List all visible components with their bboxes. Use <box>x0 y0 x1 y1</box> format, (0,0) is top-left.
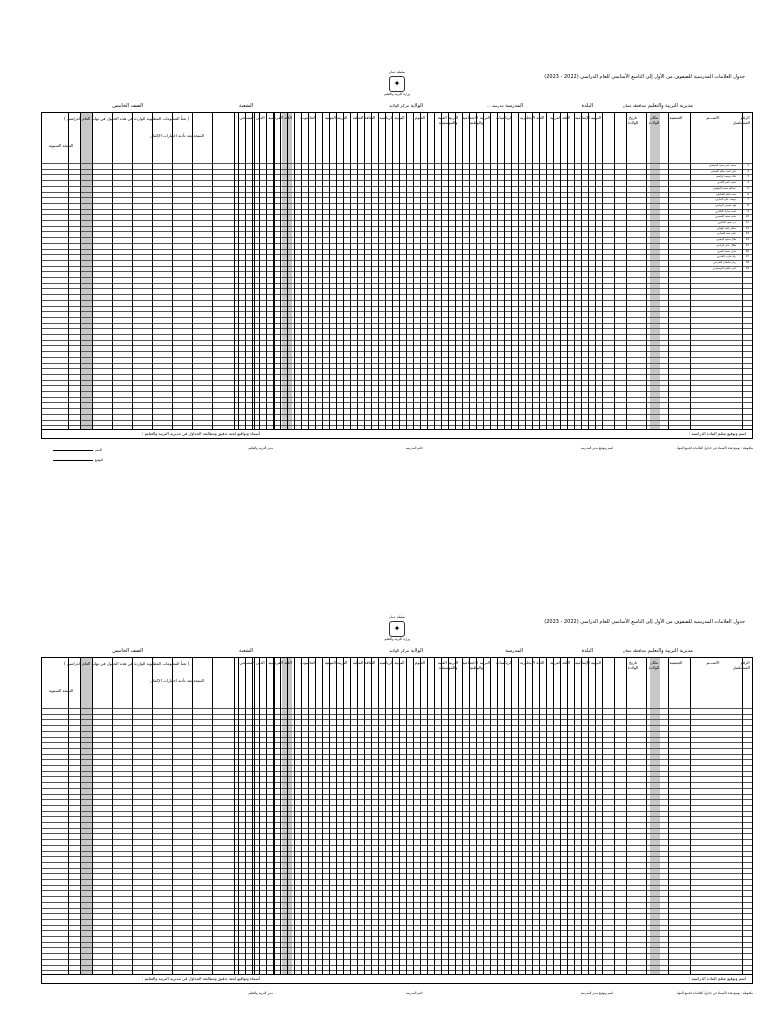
director-block: مدير التربية والتعليم <box>248 991 273 995</box>
table-col-line <box>152 113 153 429</box>
table-col-line <box>294 113 295 429</box>
table-col-line <box>490 658 491 974</box>
subject-header: العلوم <box>414 660 426 665</box>
signature-line: التوقيع <box>51 458 103 462</box>
table-col-line <box>234 658 235 974</box>
grade-label-2: الصف الخامس <box>112 648 143 654</box>
student-name: مازن جمعة العبري <box>716 249 736 253</box>
table-col-line <box>560 658 561 974</box>
table-note: ( تعبأ المعلومات المطلوبة الواردة في هذه الحقول في نهاية العام الدراسي ) <box>64 116 190 121</box>
table-col-line <box>427 658 428 974</box>
table-note: ( تعبأ المعلومات المطلوبة الواردة في هذه الحقول في نهاية العام الدراسي ) <box>64 661 190 666</box>
col-name: الاســـم <box>706 115 720 120</box>
table-col-line <box>434 658 435 974</box>
table-col-line <box>378 658 379 974</box>
subject-header: اللغة الإنجليزية <box>519 660 545 665</box>
subject-header: التربية الرياضية <box>379 660 405 665</box>
annual-result: النتيجة السنوية <box>48 143 74 148</box>
signature-row <box>41 430 753 439</box>
subject-header: الدين المسيحي <box>239 115 265 120</box>
student-name: هلال سعود الوهيبي <box>716 238 736 242</box>
table-col-line <box>518 658 519 974</box>
table-col-line <box>92 658 93 974</box>
table-col-line <box>322 658 323 974</box>
table-col-line <box>497 658 498 974</box>
table-col-line <box>614 113 615 429</box>
table-col-line <box>336 113 337 429</box>
student-name: يوسف علي الحارثي <box>715 198 736 202</box>
table-col-line <box>518 113 519 429</box>
school-label-2: المدرسة <box>505 648 523 654</box>
table-col-line <box>462 113 463 429</box>
table-col-line <box>455 113 456 429</box>
table-col-line <box>152 658 153 974</box>
table-col-line <box>371 113 372 429</box>
subject-header: اللغة العربية <box>550 115 570 120</box>
table-col-line <box>553 658 554 974</box>
table-col-line <box>378 113 379 429</box>
table-col-line <box>399 658 400 974</box>
table-col-line <box>68 113 69 429</box>
footer-note: ملحوظة : توضع هذه الأسماء في جداول العلامات لجميع المواد <box>676 991 753 995</box>
subject-header: التربية الاجتماعية والوطنية <box>462 660 490 670</box>
table-col-line <box>364 113 365 429</box>
crest-icon: ✦ <box>389 621 405 637</box>
table-col-line <box>690 658 691 974</box>
table-col-line <box>245 658 246 974</box>
student-name: محمد عمر سعيد المعشني <box>709 164 736 167</box>
table-col-line <box>329 658 330 974</box>
table-col-line <box>448 113 449 429</box>
student-name: طلال عامر الريامي <box>716 243 736 247</box>
subject-header: الثقافة المالية <box>352 660 376 665</box>
principal-block: اسم وتوقيع مدير المدرسة <box>580 991 613 995</box>
table-col-line <box>476 113 477 429</box>
col-birthdate: تاريخ الولادة <box>627 115 639 125</box>
table-col-line <box>364 658 365 974</box>
signature-row-2 <box>41 975 753 984</box>
table-col-line <box>112 658 113 974</box>
student-name: زياد حارب الجابري <box>716 255 736 259</box>
table-col-line <box>690 113 691 429</box>
table-col-line <box>602 113 603 429</box>
student-name: سالم راشد الهنائي <box>716 226 736 230</box>
table-col-line <box>287 658 288 974</box>
emblem-ministry: وزارة التربية والتعليم <box>384 92 410 96</box>
student-serial: 10 <box>745 215 749 219</box>
subject-header: التربية الفنية والموسيقية <box>437 660 459 670</box>
table-col-line <box>469 658 470 974</box>
teacher-signature: اسم وتوقيع معلم المادة الدراسية : <box>688 976 746 981</box>
table-col-line <box>212 113 213 429</box>
branch-label: الشعبة <box>239 103 253 109</box>
table-col-line <box>588 113 589 429</box>
crest-icon: ✦ <box>389 76 405 92</box>
student-serial: 11 <box>745 221 749 224</box>
principal-block: اسم وتوقيع مدير المدرسة <box>580 446 613 450</box>
table-col-line <box>350 113 351 429</box>
school-label: المدرسة مدرسة ... <box>486 103 523 109</box>
table-col-line <box>588 658 589 974</box>
student-name: بدر حمود العامري <box>717 221 736 224</box>
table-col-line <box>274 113 275 429</box>
table-col-line <box>511 658 512 974</box>
table-col-line <box>336 658 337 974</box>
table-col-line <box>504 113 505 429</box>
table-col-line <box>254 658 255 974</box>
grades-table-2 <box>41 657 753 975</box>
subject-header: اللغة الفرنسية <box>268 660 292 665</box>
table-col-line <box>322 113 323 429</box>
table-col-line <box>462 658 463 974</box>
student-serial: 9 <box>747 209 749 213</box>
report-sheet-2 <box>41 615 753 1020</box>
table-col-line <box>259 658 260 974</box>
branch-label-2: الشعبة <box>239 648 253 654</box>
col-serial: الرقم المتسلسل <box>732 115 750 125</box>
table-col-line <box>357 658 358 974</box>
student-serial: 18 <box>745 260 749 264</box>
student-serial: 5 <box>747 186 749 190</box>
stamp-block: خاتم المدرسة <box>405 446 423 450</box>
table-col-line <box>441 658 442 974</box>
table-col-line <box>252 658 253 974</box>
col-serial: الرقم المتسلسل <box>732 660 750 670</box>
table-col-line <box>308 113 309 429</box>
student-serial: 3 <box>747 175 749 179</box>
table-col-line <box>406 658 407 974</box>
table-col-line <box>294 658 295 974</box>
table-col-line <box>646 658 647 974</box>
table-col-line <box>504 658 505 974</box>
table-col-line <box>238 113 239 429</box>
table-col-line <box>371 658 372 974</box>
ministry-emblem-2: سلطنة عمان ✦ وزارة التربية والتعليم <box>384 615 410 641</box>
student-name: عبدالله محمد البلوشي <box>713 186 736 190</box>
subject-header: الحاسوب <box>300 660 316 665</box>
subject-header: التربية المهنية <box>324 115 348 120</box>
table-col-line <box>266 113 267 429</box>
table-col-line <box>172 113 173 429</box>
student-name: حمد سالم الشكيلي <box>716 192 736 196</box>
table-col-line <box>602 658 603 974</box>
subject-header: اللغة العربية <box>550 660 570 665</box>
student-serial: 7 <box>747 198 749 202</box>
student-name: فهد خميس الرواحي <box>715 203 736 207</box>
reviewer-signature: أسماء وتواقيع لجنة تدقيق ومطابقة الجداول في مديرية التربية والتعليم : <box>142 431 260 436</box>
student-name: علي أحمد سالم الحسني <box>710 169 736 173</box>
table-col-line <box>742 658 743 974</box>
table-col-line <box>399 113 400 429</box>
student-name: ماجد سيف المعمري <box>715 215 736 219</box>
table-col-line <box>308 658 309 974</box>
page-title-2: جدول العلامات المدرسية للصفوف من الأول إلى التاسع الأساسي للعام الدراسي (2022 - 2023) <box>544 619 745 625</box>
footer-note: ملحوظة : توضع هذه الأسماء في جداول العلامات لجميع المواد <box>676 446 753 450</box>
student-name: أنس خلفان البوسعيدي <box>712 266 736 270</box>
table-col-line <box>511 113 512 429</box>
table-col-line <box>132 658 133 974</box>
subject-header: التربية الإسلامية <box>574 115 602 120</box>
table-col-line <box>192 658 193 974</box>
name-line: الاسم <box>51 448 102 452</box>
table-col-line <box>560 113 561 429</box>
student-name: ريان سليمان الفارسي <box>713 260 736 264</box>
table-col-line <box>132 113 133 429</box>
student-serial: 12 <box>745 226 749 230</box>
page-title: جدول العلامات المدرسية للصفوف من الأول إلى التاسع الأساسي للعام الدراسي (2022 - 2023) <box>544 74 745 80</box>
table-col-line <box>238 658 239 974</box>
table-col-line <box>315 658 316 974</box>
student-serial: 2 <box>747 169 749 173</box>
table-col-line <box>595 658 596 974</box>
student-serial: 8 <box>747 203 749 207</box>
table-col-line <box>287 113 288 429</box>
student-serial: 16 <box>745 249 749 253</box>
annual-result: النتيجة السنوية <box>48 688 74 693</box>
subject-header: العلوم <box>414 115 426 120</box>
directorate-label: مديرية التربية والتعليم محافظة عمان <box>622 103 693 109</box>
col-nationality: الجنسية <box>669 115 683 120</box>
wilayat-label-2: الولاية مركز الولاية <box>389 648 423 654</box>
table-col-line <box>455 658 456 974</box>
table-col-line <box>646 113 647 429</box>
table-col-line <box>92 113 93 429</box>
table-col-line <box>212 658 213 974</box>
table-col-line <box>476 658 477 974</box>
table-col-line <box>172 658 173 974</box>
report-sheet-1 <box>41 70 753 475</box>
table-col-line <box>626 658 627 974</box>
wilayat-label: الولاية مركز الولاية <box>389 103 423 109</box>
table-col-line <box>574 658 575 974</box>
table-col-line <box>483 113 484 429</box>
table-col-line <box>350 658 351 974</box>
subject-header: التربية الفنية والموسيقية <box>437 115 459 125</box>
table-col-line <box>448 658 449 974</box>
student-serial: 15 <box>745 243 749 247</box>
student-serial: 14 <box>745 238 749 242</box>
town-label: البلدة <box>581 103 593 109</box>
grade-label: الصف الخامس <box>112 103 143 109</box>
director-block: مدير التربية والتعليم <box>248 446 273 450</box>
grades-table <box>41 112 753 430</box>
table-col-line <box>553 113 554 429</box>
table-col-line <box>385 658 386 974</box>
table-col-line <box>420 113 421 429</box>
student-serial: 17 <box>745 255 749 259</box>
table-col-line <box>343 113 344 429</box>
col-birthplace: مكان الولادة <box>648 115 660 125</box>
table-col-line <box>742 113 743 429</box>
table-col-line <box>192 113 193 429</box>
table-col-line <box>274 658 275 974</box>
subject-header: اللغة الفرنسية <box>268 115 292 120</box>
table-col-line <box>567 113 568 429</box>
result-label: النتيجة بعد تأدية اختبارات الإكمال <box>149 678 205 683</box>
col-name: الاســـم <box>706 660 720 665</box>
table-col-line <box>497 113 498 429</box>
subject-header: التربية الإسلامية <box>574 660 602 665</box>
footer-signatures-2 <box>41 991 753 1021</box>
table-col-line <box>68 658 69 974</box>
table-col-line <box>392 113 393 429</box>
subject-header: الرياضيات <box>495 115 513 120</box>
table-col-line <box>392 658 393 974</box>
subject-header: الرياضيات <box>495 660 513 665</box>
student-name: أحمد مبارك الغافري <box>715 209 736 213</box>
table-col-line <box>301 658 302 974</box>
student-serial: 1 <box>747 164 749 167</box>
table-col-line <box>254 113 255 429</box>
subject-header: الثقافة المالية <box>352 115 376 120</box>
table-col-line <box>385 113 386 429</box>
table-col-line <box>525 658 526 974</box>
table-col-line <box>357 113 358 429</box>
subject-header: الحاسوب <box>300 115 316 120</box>
table-col-line <box>595 113 596 429</box>
table-col-line <box>546 658 547 974</box>
subject-header: التربية المهنية <box>324 660 348 665</box>
table-col-line <box>315 113 316 429</box>
student-serial: 6 <box>747 192 749 196</box>
table-col-line <box>301 113 302 429</box>
table-col-line <box>546 113 547 429</box>
table-col-line <box>329 113 330 429</box>
subject-header: الدين المسيحي <box>239 660 265 665</box>
subject-header: التربية الرياضية <box>379 115 405 120</box>
table-col-line <box>413 658 414 974</box>
table-col-line <box>490 113 491 429</box>
col-nationality: الجنسية <box>669 660 683 665</box>
table-col-line <box>539 113 540 429</box>
emblem-caption: سلطنة عمان <box>388 70 406 74</box>
table-col-line <box>252 113 253 429</box>
table-col-line <box>343 658 344 974</box>
col-birthdate: تاريخ الولادة <box>627 660 639 670</box>
table-col-line <box>406 113 407 429</box>
teacher-signature: اسم وتوقيع معلم المادة الدراسية : <box>688 431 746 436</box>
table-col-line <box>525 113 526 429</box>
student-serial: 19 <box>745 266 749 270</box>
table-col-line <box>434 113 435 429</box>
table-col-line <box>668 113 669 429</box>
table-col-line <box>420 658 421 974</box>
table-col-line <box>532 113 533 429</box>
table-col-line <box>532 658 533 974</box>
subject-header: اللغة الإنجليزية <box>519 115 545 120</box>
ministry-emblem <box>377 70 417 96</box>
table-col-line <box>112 113 113 429</box>
table-col-line <box>427 113 428 429</box>
table-col-line <box>469 113 470 429</box>
footer-signatures <box>41 446 753 476</box>
table-col-line <box>668 658 669 974</box>
table-col-line <box>626 113 627 429</box>
subject-header: التربية الاجتماعية والوطنية <box>462 115 490 125</box>
table-col-line <box>280 658 281 974</box>
table-col-line <box>574 113 575 429</box>
table-col-line <box>280 113 281 429</box>
table-col-line <box>245 113 246 429</box>
student-name: ناصر حمد السيابي <box>717 232 736 236</box>
table-col-line <box>614 658 615 974</box>
table-col-line <box>483 658 484 974</box>
town-label-2: البلدة <box>581 648 593 654</box>
table-col-line <box>539 658 540 974</box>
table-col-line <box>413 113 414 429</box>
directorate-label-2: مديرية التربية والتعليم محافظة عمان <box>622 648 693 654</box>
col-birthplace: مكان الولادة <box>648 660 660 670</box>
result-label: النتيجة بعد تأدية اختبارات الإكمال <box>149 133 205 138</box>
table-col-line <box>567 658 568 974</box>
table-col-line <box>80 658 81 974</box>
table-col-line <box>80 113 81 429</box>
table-col-line <box>266 658 267 974</box>
student-serial: 13 <box>745 232 749 236</box>
table-col-line <box>259 113 260 429</box>
reviewer-signature: أسماء وتواقيع لجنة تدقيق ومطابقة الجداول في مديرية التربية والتعليم : <box>142 976 260 981</box>
table-col-line <box>581 113 582 429</box>
student-serial: 4 <box>747 181 749 185</box>
table-col-line <box>581 658 582 974</box>
table-col-line <box>234 113 235 429</box>
stamp-block: خاتم المدرسة <box>405 991 423 995</box>
table-col-line <box>441 113 442 429</box>
student-name: خالد يوسف إبراهيم <box>716 175 736 179</box>
student-name: سعيد ناصر الكندي <box>717 181 736 185</box>
